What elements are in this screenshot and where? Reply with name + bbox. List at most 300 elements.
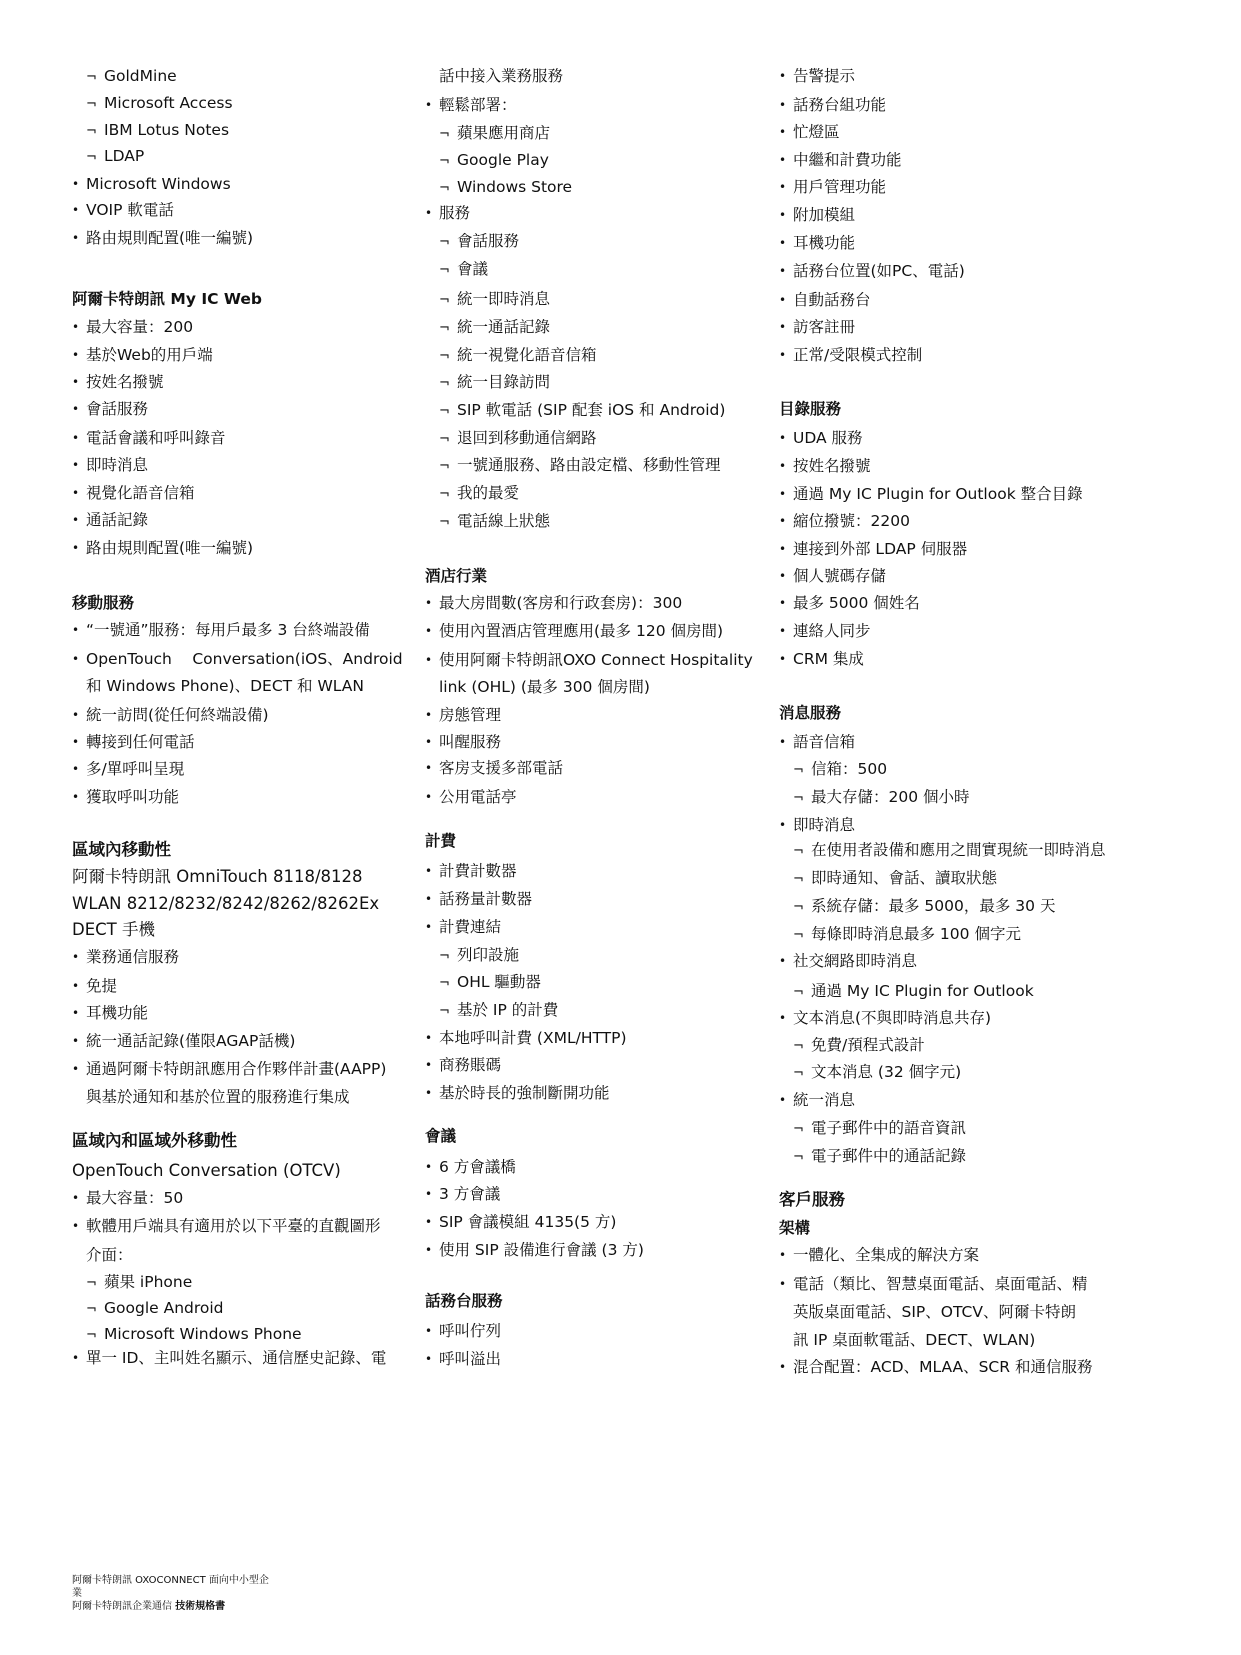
bullet-icon: • [425, 892, 433, 906]
bullet-icon: • [72, 431, 80, 445]
sub-bullet-icon: ¬ [439, 127, 450, 142]
bullet-icon: • [72, 1191, 80, 1205]
bullet-item [779, 456, 871, 476]
sub-bullet-icon: ¬ [86, 1328, 97, 1343]
item-text: 文本消息 (32 個字元) [811, 1063, 962, 1081]
item-text: 服務 [439, 204, 471, 222]
bullet-item [779, 1245, 979, 1265]
bullet-icon: • [72, 950, 80, 964]
bullet-item [425, 787, 517, 807]
bullet-icon: • [779, 487, 787, 501]
item-text: 一體化、全集成的解決方案 [793, 1246, 980, 1264]
bullet-icon: • [779, 514, 787, 528]
item-text: 訪客註冊 [793, 318, 856, 336]
item-text: 通過 My IC Plugin for Outlook [811, 982, 1034, 1000]
bullet-icon: • [779, 208, 787, 222]
item-text: 忙燈區 [793, 123, 840, 141]
bullet-item [72, 705, 269, 725]
product-title [72, 867, 363, 887]
item-text: 介面： [86, 1246, 133, 1264]
bullet-icon: • [72, 458, 80, 472]
bullet-item [72, 483, 195, 503]
bullet-item [72, 787, 179, 807]
bullet-item [779, 1274, 1088, 1294]
bullet-item [72, 399, 148, 419]
sub-item [439, 972, 541, 994]
sub-bullet-icon: ¬ [439, 432, 450, 447]
bullet-item [72, 1031, 295, 1051]
sub-bullet-icon: ¬ [793, 1066, 804, 1081]
footer-line-1: 阿爾卡特朗訊 OXOCONNECT 面向中小型企 [72, 1575, 269, 1586]
bullet-icon: • [779, 1248, 787, 1262]
bullet-icon: • [72, 790, 80, 804]
bullet-icon: • [779, 1360, 787, 1374]
section-heading [72, 593, 134, 613]
bullet-icon: • [779, 1277, 787, 1291]
item-text: 一號通服務、路由設定檔、移動性管理 [457, 456, 721, 474]
bullet-item [425, 1212, 616, 1232]
bullet-item [779, 1357, 1092, 1377]
item-text: 路由規則配置(唯一編號) [86, 539, 254, 557]
sub-item [439, 455, 721, 477]
sub-bullet-icon: ¬ [439, 376, 450, 391]
bullet-item [425, 1184, 500, 1204]
section-heading [779, 1218, 810, 1238]
bullet-icon: • [72, 348, 80, 362]
sub-item [439, 123, 550, 145]
sub-bullet-icon: ¬ [439, 154, 450, 169]
bullet-icon: • [425, 761, 433, 775]
bullet-icon: • [779, 459, 787, 473]
item-text: 會話服務 [457, 232, 520, 250]
item-text: link (OHL) (最多 300 個房間) [439, 678, 650, 696]
bullet-item [425, 889, 532, 909]
item-text: 公用電話亭 [439, 788, 517, 806]
bullet-icon: • [779, 954, 787, 968]
bullet-icon: • [779, 1011, 787, 1025]
bullet-item [72, 1348, 386, 1368]
item-text: UDA 服務 [793, 429, 863, 447]
bullet-icon: • [72, 735, 80, 749]
sub-item [86, 120, 229, 142]
item-text: 電話（類比、智慧桌面電話、桌面電話、精 [793, 1275, 1088, 1293]
bullet-item [72, 345, 213, 365]
item-text: 個人號碼存儲 [793, 567, 887, 585]
item-text: 客戶服務 [779, 1190, 845, 1209]
item-text: 話務台組功能 [793, 96, 887, 114]
item-text: 英版桌面電話、SIP、OTCV、阿爾卡特朗 [793, 1303, 1076, 1321]
item-text: 使用內置酒店管理應用(最多 120 個房間) [439, 622, 724, 640]
sub-item [86, 146, 144, 168]
item-text: 耳機功能 [86, 1004, 149, 1022]
bullet-icon: • [425, 735, 433, 749]
item-text: 即時通知、會話、讀取狀態 [811, 869, 998, 887]
item-text: 話務台服務 [425, 1292, 503, 1310]
sub-item [439, 511, 550, 533]
sub-item [793, 924, 1021, 946]
sub-bullet-icon: ¬ [793, 900, 804, 915]
item-text: 通過阿爾卡特朗訊應用合作夥伴計畫(AAPP) [86, 1060, 387, 1078]
item-text: 多/單呼叫呈現 [86, 760, 185, 778]
item-text: 連絡人同步 [793, 622, 871, 640]
bullet-icon: • [425, 1215, 433, 1229]
sub-bullet-icon: ¬ [439, 515, 450, 530]
item-text: 客房支援多部電話 [439, 759, 564, 777]
item-text: OHL 驅動器 [457, 973, 541, 991]
bullet-item [72, 1188, 183, 1208]
item-text: 訊 IP 桌面軟電話、DECT、WLAN) [793, 1331, 1036, 1349]
sub-bullet-icon: ¬ [793, 872, 804, 887]
item-text: 免提 [86, 977, 118, 995]
item-text: 系統存儲：最多 5000，最多 30 天 [811, 897, 1056, 915]
item-text: 話中接入業務服務 [439, 67, 564, 85]
bullet-icon: • [425, 1352, 433, 1366]
bullet-item [425, 593, 682, 613]
item-text: 會議 [425, 1127, 457, 1145]
item-text: 轉接到任何電話 [86, 733, 195, 751]
continuation-line [86, 1245, 133, 1265]
sub-item [439, 259, 488, 281]
item-text: 統一目錄訪問 [457, 373, 551, 391]
bullet-item [72, 1216, 381, 1236]
bullet-icon: • [779, 69, 787, 83]
sub-item [439, 150, 549, 172]
item-text: VOIP 軟電話 [86, 201, 174, 219]
item-text: 我的最愛 [457, 484, 520, 502]
item-text: 使用阿爾卡特朗訊OXO Connect Hospitality [439, 651, 753, 669]
bullet-item [425, 1321, 501, 1341]
sub-item [86, 1272, 192, 1294]
sub-item [793, 1118, 966, 1140]
item-text: 和 Windows Phone)、DECT 和 WLAN [86, 677, 364, 695]
item-text: Microsoft Access [104, 94, 233, 112]
item-text: 混合配置：ACD、MLAA、SCR 和通信服務 [793, 1358, 1093, 1376]
item-text: 路由規則配置(唯一編號) [86, 229, 254, 247]
bullet-item [779, 290, 871, 310]
item-text: Microsoft Windows [86, 175, 231, 193]
section-heading [425, 831, 456, 851]
bullet-icon: • [72, 762, 80, 776]
bullet-icon: • [779, 596, 787, 610]
bullet-item [779, 177, 886, 197]
footer-doc-type: 技術規格書 [175, 1601, 226, 1612]
item-text: 按姓名撥號 [793, 457, 871, 475]
item-text: 耳機功能 [793, 234, 856, 252]
bullet-icon: • [779, 125, 787, 139]
item-text: 統一通話記錄(僅限AGAP話機) [86, 1032, 296, 1050]
sub-item [793, 759, 887, 781]
item-text: 計費連結 [439, 918, 502, 936]
item-text: 架構 [779, 1219, 811, 1237]
item-text: 統一視覺化語音信箱 [457, 346, 597, 364]
item-text: 連接到外部 LDAP 伺服器 [793, 540, 968, 558]
section-heading [779, 399, 841, 419]
bullet-item [425, 1240, 644, 1260]
item-text: 話務台位置(如PC、電話) [793, 262, 965, 280]
item-text: 縮位撥號：2200 [793, 512, 910, 530]
bullet-icon: • [72, 1062, 80, 1076]
bullet-item [72, 455, 148, 475]
product-title [72, 894, 379, 914]
continuation-line [793, 1330, 1035, 1350]
sub-bullet-icon: ¬ [439, 263, 450, 278]
item-text: 叫醒服務 [439, 733, 502, 751]
bullet-icon: • [779, 542, 787, 556]
sub-bullet-icon: ¬ [86, 1302, 97, 1317]
bullet-item [425, 861, 517, 881]
bullet-icon: • [425, 1324, 433, 1338]
item-text: 會話服務 [86, 400, 149, 418]
bullet-icon: • [779, 293, 787, 307]
bullet-item [425, 732, 501, 752]
bullet-item [425, 758, 563, 778]
bullet-icon: • [72, 231, 80, 245]
item-text: Google Android [104, 1299, 224, 1317]
item-text: 即時消息 [793, 816, 856, 834]
sub-item [439, 428, 597, 450]
item-text: 阿爾卡特朗訊 My IC Web [72, 290, 263, 308]
item-text: 基於時長的強制斷開功能 [439, 1084, 610, 1102]
bullet-item [779, 484, 1083, 504]
item-text: 軟體用戶端具有適用於以下平臺的直觀圖形 [86, 1217, 381, 1235]
bullet-icon: • [779, 735, 787, 749]
sub-item [439, 289, 550, 311]
bullet-item [779, 732, 855, 752]
sub-item [793, 1035, 925, 1057]
footer-line-2: 業 [72, 1588, 82, 1599]
sub-item [793, 1062, 961, 1084]
item-text: 蘋果應用商店 [457, 124, 551, 142]
bullet-icon: • [779, 1093, 787, 1107]
bullet-item [425, 705, 501, 725]
item-text: 會議 [457, 260, 489, 278]
sub-bullet-icon: ¬ [439, 321, 450, 336]
item-text: 列印設施 [457, 946, 520, 964]
item-text: 最大房間數(客房和行政套房)：300 [439, 594, 683, 612]
item-text: 自動話務台 [793, 291, 871, 309]
sub-item [439, 372, 550, 394]
bullet-item [779, 593, 920, 613]
bullet-icon: • [72, 623, 80, 637]
bullet-icon: • [779, 153, 787, 167]
item-text: 本地呼叫計費 (XML/HTTP) [439, 1029, 627, 1047]
product-title [72, 920, 155, 940]
sub-bullet-icon: ¬ [793, 763, 804, 778]
bullet-item [425, 1083, 610, 1103]
item-text: 每條即時消息最多 100 個字元 [811, 925, 1021, 943]
bullet-icon: • [425, 98, 433, 112]
sub-bullet-icon: ¬ [793, 928, 804, 943]
sub-item [439, 1000, 558, 1022]
sub-bullet-icon: ¬ [86, 1276, 97, 1291]
bullet-item [425, 203, 470, 223]
item-text: 統一消息 [793, 1091, 856, 1109]
item-text: 業務通信服務 [86, 948, 180, 966]
bullet-item [779, 428, 863, 448]
bullet-item [779, 95, 886, 115]
continuation-line [439, 677, 650, 697]
bullet-icon: • [425, 864, 433, 878]
bullet-icon: • [779, 624, 787, 638]
item-text: 輕鬆部署： [439, 96, 517, 114]
bullet-item [779, 815, 855, 835]
section-heading [425, 566, 487, 586]
sub-bullet-icon: ¬ [793, 1150, 804, 1165]
bullet-icon: • [72, 486, 80, 500]
item-text: OpenTouch Conversation(iOS、Android [86, 650, 403, 668]
item-text: 信箱：500 [811, 760, 888, 778]
sub-item [793, 868, 997, 890]
item-text: 基於 IP 的計費 [457, 1001, 559, 1019]
bullet-icon: • [425, 206, 433, 220]
sub-bullet-icon: ¬ [439, 487, 450, 502]
item-text: “一號通”服務：每用戶最多 3 台終端設備 [86, 621, 370, 639]
bullet-item [72, 976, 117, 996]
bullet-icon: • [72, 320, 80, 334]
bullet-item [72, 1059, 386, 1079]
item-text: CRM 集成 [793, 650, 864, 668]
item-text: 即時消息 [86, 456, 149, 474]
bullet-item [425, 650, 753, 670]
item-text: 語音信箱 [793, 733, 856, 751]
bullet-item [72, 428, 226, 448]
item-text: 退回到移動通信網路 [457, 429, 597, 447]
bullet-item [779, 621, 871, 641]
bullet-icon: • [779, 569, 787, 583]
item-text: 電話線上狀態 [457, 512, 551, 530]
sub-item [439, 177, 572, 199]
sub-bullet-icon: ¬ [439, 293, 450, 308]
item-text: 6 方會議橋 [439, 1158, 516, 1176]
bullet-icon: • [72, 541, 80, 555]
item-text: 房態管理 [439, 706, 502, 724]
item-text: 酒店行業 [425, 567, 488, 585]
page-footer [72, 1574, 302, 1613]
bullet-icon: • [425, 708, 433, 722]
item-text: 區域內和區域外移動性 [72, 1131, 237, 1150]
bullet-icon: • [72, 177, 80, 191]
bullet-item [72, 174, 231, 194]
sub-bullet-icon: ¬ [793, 1039, 804, 1054]
item-text: OpenTouch Conversation (OTCV) [72, 1161, 341, 1180]
sub-item [86, 1298, 224, 1320]
product-title [72, 1161, 341, 1181]
item-text: SIP 會議模組 4135(5 方) [439, 1213, 617, 1231]
item-text: 免費/預程式設計 [811, 1036, 925, 1054]
item-text: 最大存儲：200 個小時 [811, 788, 970, 806]
item-text: 按姓名撥號 [86, 373, 164, 391]
bullet-item [779, 205, 855, 225]
bullet-item [72, 200, 174, 220]
item-text: 統一即時消息 [457, 290, 551, 308]
bullet-icon: • [425, 790, 433, 804]
sub-item [439, 317, 550, 339]
item-text: 最多 5000 個姓名 [793, 594, 920, 612]
bullet-icon: • [72, 402, 80, 416]
bullet-item [779, 1008, 991, 1028]
bullet-icon: • [72, 375, 80, 389]
section-heading [72, 289, 262, 309]
item-text: 商務賬碼 [439, 1056, 502, 1074]
bullet-item [779, 511, 910, 531]
bullet-icon: • [72, 1351, 80, 1365]
sub-bullet-icon: ¬ [86, 97, 97, 112]
item-text: 話務量計數器 [439, 890, 533, 908]
bullet-icon: • [425, 1086, 433, 1100]
section-heading [779, 703, 841, 723]
item-text: 計費計數器 [439, 862, 517, 880]
bullet-item [425, 1055, 501, 1075]
item-text: 統一通話記錄 [457, 318, 551, 336]
sub-bullet-icon: ¬ [793, 844, 804, 859]
sub-bullet-icon: ¬ [86, 124, 97, 139]
item-text: 呼叫佇列 [439, 1322, 502, 1340]
sub-bullet-icon: ¬ [86, 70, 97, 85]
sub-bullet-icon: ¬ [439, 235, 450, 250]
bullet-icon: • [72, 513, 80, 527]
item-text: 通過 My IC Plugin for Outlook 整合目錄 [793, 485, 1083, 503]
bullet-item [425, 1349, 501, 1369]
bullet-item [72, 649, 403, 669]
item-text: 移動服務 [72, 594, 135, 612]
bullet-icon: • [425, 1058, 433, 1072]
bullet-item [425, 95, 517, 115]
sub-item [793, 840, 1106, 862]
bullet-item [72, 759, 184, 779]
bullet-item [72, 620, 370, 640]
item-text: LDAP [104, 147, 145, 165]
sub-item [439, 345, 597, 367]
sub-item [86, 93, 233, 115]
item-text: 計費 [425, 832, 457, 850]
bullet-item [425, 1157, 516, 1177]
bullet-item [72, 732, 195, 752]
sub-item [793, 896, 1055, 918]
item-text: GoldMine [104, 67, 177, 85]
item-text: Microsoft Windows Phone [104, 1325, 302, 1343]
item-text: 區域內移動性 [72, 840, 171, 859]
bullet-icon: • [779, 652, 787, 666]
item-text: WLAN 8212/8232/8242/8262/8262Ex [72, 894, 380, 913]
item-text: 獲取呼叫功能 [86, 788, 180, 806]
continuation-line [86, 1087, 350, 1107]
bullet-icon: • [779, 431, 787, 445]
continuation-line [439, 66, 563, 86]
item-text: 3 方會議 [439, 1185, 501, 1203]
bullet-icon: • [425, 920, 433, 934]
section-heading [72, 1131, 237, 1151]
item-text: 單一 ID、主叫姓名顯示、通信歷史記錄、電 [86, 1349, 387, 1367]
bullet-item [779, 1090, 855, 1110]
sub-item [793, 981, 1034, 1003]
item-text: 視覺化語音信箱 [86, 484, 195, 502]
sub-bullet-icon: ¬ [793, 985, 804, 1000]
sub-item [439, 945, 519, 967]
item-text: 最大容量：200 [86, 318, 194, 336]
item-text: 呼叫溢出 [439, 1350, 502, 1368]
bullet-item [72, 228, 253, 248]
bullet-item [779, 317, 855, 337]
bullet-item [72, 510, 148, 530]
bullet-icon: • [425, 1187, 433, 1201]
sub-bullet-icon: ¬ [439, 404, 450, 419]
bullet-item [72, 947, 179, 967]
bullet-item [425, 621, 723, 641]
item-text: 通話記錄 [86, 511, 149, 529]
bullet-item [779, 233, 855, 253]
sub-bullet-icon: ¬ [793, 1122, 804, 1137]
bullet-icon: • [72, 203, 80, 217]
